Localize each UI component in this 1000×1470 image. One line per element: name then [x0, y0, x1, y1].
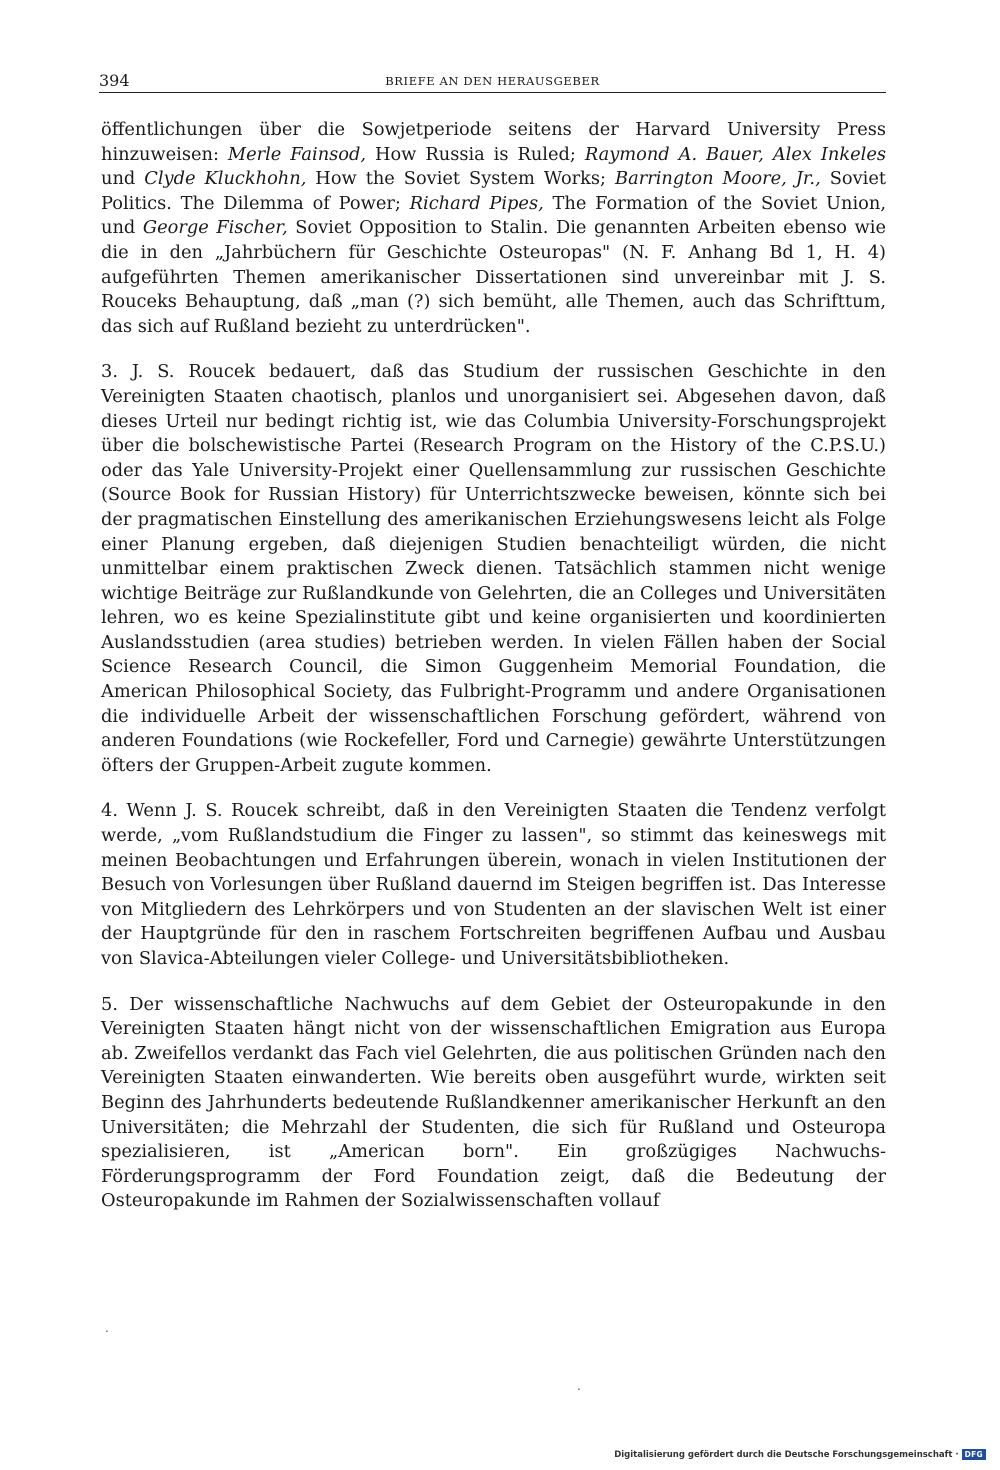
paragraph: [101, 993, 886, 1214]
running-head: BRIEFE AN DEN HERAUSGEBER: [385, 74, 600, 88]
text-run: How the Soviet System Works;: [306, 168, 616, 190]
paragraph: [101, 799, 886, 971]
author-name: Barrington Moore, Jr.,: [615, 168, 821, 190]
scan-speck: .: [105, 1321, 109, 1335]
text-run: und: [101, 168, 145, 190]
body-text: [101, 118, 886, 1235]
digitization-footer: [614, 1449, 986, 1460]
author-name: Raymond A. Bauer, Alex Inkeles: [584, 143, 886, 165]
text-run: Soviet Opposition to Stalin. Die genannten Arbeiten ebenso wie die in den „Jahrbüchern für Geschichte Osteuropas" (N. F. Anhang Bd 1, H. 4) aufgeführten Themen amerikanischer Dissertationen sind unvereinbar mit J. S. Rouceks Behauptung, daß „man (?) sich bemüht, alle Themen, auch das Schrifttum, das sich auf Rußland bezieht zu unterdrücken".: [101, 217, 886, 337]
text-run: Soviet Politics. The Dilemma of Power;: [101, 168, 886, 214]
paragraph: [101, 360, 886, 778]
dfg-logo-icon: DFG: [962, 1449, 986, 1460]
paragraph: [101, 118, 886, 339]
author-name: Merle Fainsod,: [227, 143, 367, 165]
author-name: Richard Pipes,: [409, 192, 544, 214]
text-run: 3. J. S. Roucek bedauert, daß das Studium der russischen Geschichte in den Vereinigten Staaten chaotisch, planlos und unorganisiert sei. Abgesehen davon, daß dieses Urteil nur bedingt richtig ist, wie das Columbia University-Forschungsprojekt über die bolschewistische Partei (Research Program on the History of the C.P.S.U.) oder das Yale University-Projekt einer Quellensammlung zur russischen Geschichte (Source Book for Russian History) für Unterrichtszwecke beweisen, könnte sich bei der pragmatischen Einstellung des amerikanischen Erziehungswesens leicht als Folge einer Planung ergeben, daß diejenigen Studien benachteiligt würden, die nicht unmittelbar einem praktischen Zweck dienen. Tatsächlich stammen nicht wenige wichtige Beiträge zur Rußlandkunde von Gelehrten, die an Colleges und Universitäten lehren, wo es keine Spezialinstitute gibt und keine organisierten und koordinierten Auslandsstudien (area studies) betrieben werden. In vielen Fällen haben der Social Science Research Council, die Simon Guggenheim Memorial Foundation, die American Philosophical Society, das Fulbright-Programm und andere Organisationen die individuelle Arbeit der wissenschaftlichen Forschung gefördert, während von anderen Foundations (wie Rockefeller, Ford und Carnegie) gewährte Unterstützungen öfters der Gruppen-Arbeit zugute kommen.: [101, 361, 886, 776]
text-run: 4. Wenn J. S. Roucek schreibt, daß in den Vereinigten Staaten die Tendenz verfolgt werde, „vom Rußlandstudium die Finger zu lassen", so stimmt das keineswegs mit meinen Beobachtungen und Erfahrungen überein, wonach in vielen Institutionen der Besuch von Vorlesungen über Rußland dauernd im Steigen begriffen ist. Das Interesse von Mitgliedern des Lehrkörpers und von Studenten an der slavischen Welt ist einer der Hauptgründe für den in raschem Fortschreiten begriffenen Aufbau und Ausbau von Slavica-Abteilungen vieler College- und Universitätsbibliotheken.: [101, 800, 886, 969]
text-run: How Russia is Ruled;: [366, 143, 585, 165]
page-number: 394: [99, 71, 130, 90]
author-name: Clyde Kluckhohn,: [144, 168, 307, 190]
text-run: 5. Der wissenschaftliche Nachwuchs auf dem Gebiet der Osteuropakunde in den Vereinigten Staaten hängt nicht von der wissenschaftlichen Emigration aus Europa ab. Zweifellos verdankt das Fach viel Gelehrten, die aus politischen Gründen nach den Vereinigten Staaten einwanderten. Wie bereits oben ausgeführt wurde, wirkten seit Beginn des Jahrhunderts bedeutende Rußlandkenner amerikanischer Herkunft an den Universitäten; die Mehrzahl der Studenten, die sich für Rußland und Osteuropa spezialisieren, ist „American born". Ein großzügiges Nachwuchs-Förderungsprogramm der Ford Foundation zeigt, daß die Bedeutung der Osteuropakunde im Rahmen der Sozialwissenschaften vollauf: [101, 993, 886, 1212]
text-run: öffentlichungen über die Sowjetperiode seitens der Harvard University Press hinzuweisen:: [101, 119, 886, 165]
scan-speck: .: [577, 1379, 581, 1393]
author-name: George Fischer,: [142, 217, 288, 239]
footer-text: Digitalisierung gefördert durch die Deutsche Forschungsgemeinschaft ·: [614, 1449, 959, 1460]
text-run: The Formation of the Soviet Union, und: [101, 192, 886, 239]
page-header: [99, 72, 886, 93]
